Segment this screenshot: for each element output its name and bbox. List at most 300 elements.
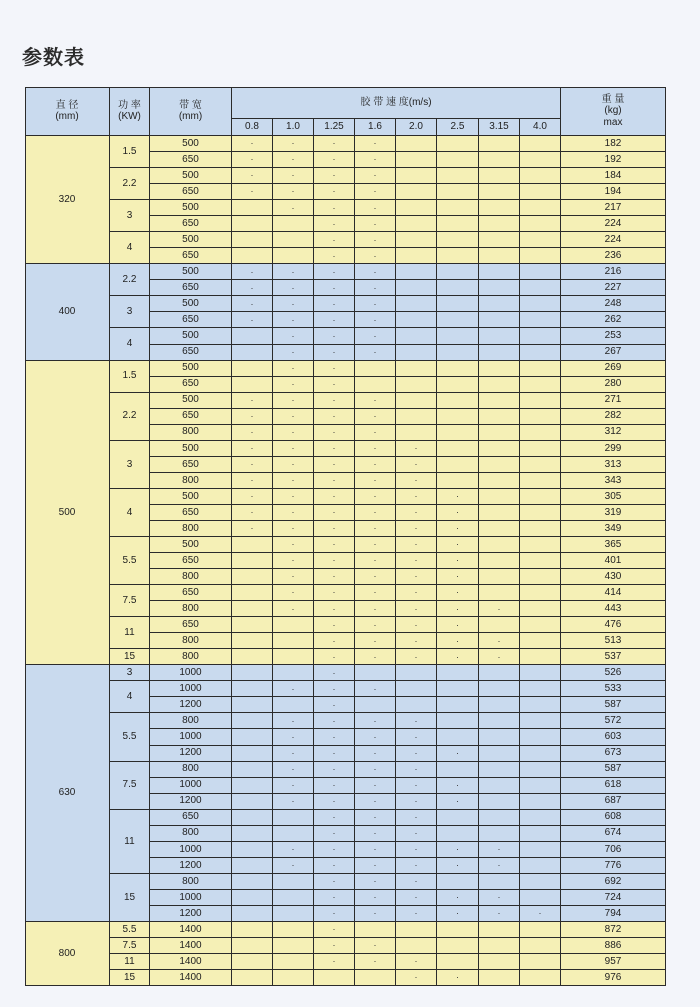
power-cell: 3: [110, 441, 150, 489]
speed-cell: [355, 858, 396, 874]
speed-cell: [273, 746, 314, 762]
speed-cell: [437, 633, 479, 649]
power-cell: 7.5: [110, 585, 150, 617]
speed-cell: [314, 345, 355, 361]
availability-dot: ·: [497, 908, 501, 919]
availability-dot: ·: [332, 747, 336, 758]
speed-cell: [232, 152, 273, 168]
width-cell: 1400: [150, 922, 232, 938]
speed-cell: [355, 954, 396, 970]
speed-cell: [520, 729, 561, 745]
speed-cell: [273, 393, 314, 409]
availability-dot: ·: [456, 972, 459, 983]
availability-dot: ·: [456, 603, 459, 614]
speed-cell: [314, 697, 355, 713]
speed-cell: [396, 649, 437, 665]
speed-cell: [520, 296, 561, 312]
weight-cell: 572: [561, 713, 666, 729]
availability-dot: ·: [250, 298, 254, 309]
weight-cell: 976: [561, 970, 666, 986]
speed-cell: [355, 280, 396, 296]
availability-dot: ·: [291, 763, 295, 774]
speed-cell: [520, 441, 561, 457]
availability-dot: ·: [373, 683, 377, 694]
availability-dot: ·: [414, 475, 418, 486]
speed-cell: [314, 569, 355, 585]
speed-cell: [273, 810, 314, 826]
parameter-table: [25, 87, 666, 986]
availability-dot: ·: [291, 186, 295, 197]
availability-dot: ·: [456, 555, 459, 566]
speed-cell: [314, 858, 355, 874]
width-cell: 500: [150, 168, 232, 184]
speed-cell: [479, 794, 520, 810]
speed-cell: [355, 521, 396, 537]
weight-cell: 776: [561, 858, 666, 874]
speed-cell: [396, 585, 437, 601]
availability-dot: ·: [291, 170, 295, 181]
speed-cell: [396, 665, 437, 681]
availability-dot: ·: [332, 378, 336, 389]
speed-cell: [437, 826, 479, 842]
availability-dot: ·: [291, 523, 295, 534]
speed-cell: [437, 713, 479, 729]
speed-cell: [520, 970, 561, 986]
speed-cell: [232, 778, 273, 794]
speed-header-5: 2.5: [437, 119, 479, 136]
speed-cell: [479, 216, 520, 232]
speed-cell: [355, 585, 396, 601]
speed-cell: [437, 553, 479, 569]
speed-cell: [232, 393, 273, 409]
availability-dot: ·: [332, 731, 336, 742]
availability-dot: ·: [332, 427, 336, 438]
speed-cell: [355, 826, 396, 842]
speed-cell: [355, 489, 396, 505]
header-weight-text: 重 量: [601, 93, 625, 105]
speed-cell: [520, 521, 561, 537]
availability-dot: ·: [414, 860, 418, 871]
header-weight-text: max: [603, 116, 623, 128]
speed-cell: [355, 681, 396, 697]
speed-cell: [273, 361, 314, 377]
availability-dot: ·: [414, 539, 418, 550]
availability-dot: ·: [414, 731, 418, 742]
speed-cell: [273, 248, 314, 264]
availability-dot: ·: [291, 282, 295, 293]
power-cell: 3: [110, 296, 150, 328]
availability-dot: ·: [250, 266, 254, 277]
speed-cell: [520, 280, 561, 296]
availability-dot: ·: [332, 603, 336, 614]
availability-dot: ·: [456, 539, 459, 550]
speed-cell: [314, 393, 355, 409]
speed-cell: [437, 457, 479, 473]
speed-cell: [273, 457, 314, 473]
weight-cell: 262: [561, 312, 666, 328]
width-cell: 800: [150, 473, 232, 489]
speed-cell: [479, 377, 520, 393]
availability-dot: ·: [332, 587, 336, 598]
speed-cell: [437, 216, 479, 232]
speed-cell: [479, 521, 520, 537]
header-diameter-text: (mm): [55, 111, 79, 122]
speed-cell: [273, 842, 314, 858]
speed-cell: [520, 361, 561, 377]
availability-dot: ·: [332, 924, 336, 935]
availability-dot: ·: [456, 860, 459, 871]
availability-dot: ·: [373, 844, 377, 855]
speed-cell: [355, 569, 396, 585]
availability-dot: ·: [373, 330, 377, 341]
speed-cell: [273, 922, 314, 938]
availability-dot: ·: [250, 394, 254, 405]
availability-dot: ·: [456, 491, 459, 502]
speed-cell: [479, 906, 520, 922]
speed-cell: [314, 441, 355, 457]
speed-cell: [314, 585, 355, 601]
width-cell: 1000: [150, 778, 232, 794]
speed-cell: [314, 184, 355, 200]
width-cell: 800: [150, 713, 232, 729]
speed-cell: [314, 665, 355, 681]
speed-cell: [479, 505, 520, 521]
speed-cell: [273, 537, 314, 553]
speed-cell: [273, 521, 314, 537]
availability-dot: ·: [414, 459, 418, 470]
speed-cell: [273, 505, 314, 521]
width-cell: 500: [150, 361, 232, 377]
speed-cell: [396, 312, 437, 328]
availability-dot: ·: [373, 298, 377, 309]
speed-cell: [232, 633, 273, 649]
speed-cell: [396, 681, 437, 697]
speed-cell: [520, 553, 561, 569]
weight-cell: 443: [561, 601, 666, 617]
availability-dot: ·: [332, 619, 336, 630]
availability-dot: ·: [414, 795, 418, 806]
weight-cell: 224: [561, 232, 666, 248]
speed-cell: [232, 601, 273, 617]
width-cell: 1200: [150, 794, 232, 810]
speed-cell: [520, 858, 561, 874]
availability-dot: ·: [373, 651, 377, 662]
availability-dot: ·: [373, 603, 377, 614]
speed-cell: [232, 649, 273, 665]
speed-cell: [273, 280, 314, 296]
speed-header-1: 1.0: [273, 119, 314, 136]
availability-dot: ·: [373, 411, 377, 422]
power-cell: 15: [110, 874, 150, 922]
speed-cell: [396, 200, 437, 216]
speed-cell: [437, 537, 479, 553]
speed-cell: [273, 794, 314, 810]
speed-cell: [437, 649, 479, 665]
speed-cell: [273, 441, 314, 457]
speed-cell: [520, 409, 561, 425]
page-title: 参数表: [22, 45, 85, 69]
speed-cell: [314, 521, 355, 537]
availability-dot: ·: [332, 154, 336, 165]
speed-cell: [396, 345, 437, 361]
speed-cell: [232, 200, 273, 216]
weight-cell: 267: [561, 345, 666, 361]
speed-cell: [437, 312, 479, 328]
availability-dot: ·: [332, 394, 336, 405]
speed-cell: [479, 842, 520, 858]
speed-cell: [396, 569, 437, 585]
speed-cell: [355, 409, 396, 425]
width-cell: 1200: [150, 858, 232, 874]
speed-cell: [479, 874, 520, 890]
availability-dot: ·: [291, 555, 295, 566]
availability-dot: ·: [250, 411, 254, 422]
speed-cell: [273, 713, 314, 729]
availability-dot: ·: [250, 314, 254, 325]
speed-cell: [396, 505, 437, 521]
availability-dot: ·: [332, 956, 336, 967]
speed-cell: [355, 377, 396, 393]
speed-cell: [437, 729, 479, 745]
speed-cell: [396, 762, 437, 778]
speed-cell: [437, 794, 479, 810]
speed-cell: [437, 762, 479, 778]
speed-cell: [437, 665, 479, 681]
availability-dot: ·: [414, 876, 418, 887]
diameter-cell: 400: [25, 264, 110, 360]
header-weight: [561, 87, 666, 136]
speed-cell: [437, 906, 479, 922]
speed-cell: [273, 890, 314, 906]
power-cell: 2.2: [110, 393, 150, 441]
speed-cell: [314, 136, 355, 152]
availability-dot: ·: [373, 892, 377, 903]
availability-dot: ·: [332, 892, 336, 903]
speed-cell: [520, 794, 561, 810]
speed-cell: [232, 729, 273, 745]
speed-cell: [437, 601, 479, 617]
availability-dot: ·: [250, 443, 254, 454]
speed-cell: [396, 938, 437, 954]
availability-dot: ·: [373, 282, 377, 293]
speed-cell: [232, 617, 273, 633]
speed-cell: [396, 729, 437, 745]
speed-cell: [314, 762, 355, 778]
availability-dot: ·: [373, 523, 377, 534]
availability-dot: ·: [414, 715, 418, 726]
speed-cell: [314, 681, 355, 697]
speed-cell: [314, 312, 355, 328]
availability-dot: ·: [414, 747, 418, 758]
speed-cell: [520, 152, 561, 168]
availability-dot: ·: [291, 747, 295, 758]
availability-dot: ·: [332, 635, 336, 646]
speed-cell: [273, 553, 314, 569]
speed-cell: [355, 537, 396, 553]
speed-cell: [355, 441, 396, 457]
speed-cell: [396, 280, 437, 296]
speed-cell: [355, 152, 396, 168]
availability-dot: ·: [373, 507, 377, 518]
speed-cell: [273, 633, 314, 649]
availability-dot: ·: [332, 571, 336, 582]
speed-cell: [273, 328, 314, 344]
availability-dot: ·: [373, 346, 377, 357]
availability-dot: ·: [414, 571, 418, 582]
speed-cell: [314, 633, 355, 649]
speed-cell: [273, 938, 314, 954]
speed-cell: [314, 296, 355, 312]
speed-cell: [479, 858, 520, 874]
availability-dot: ·: [291, 844, 295, 855]
speed-cell: [479, 200, 520, 216]
weight-cell: 269: [561, 361, 666, 377]
width-cell: 1200: [150, 697, 232, 713]
speed-cell: [314, 473, 355, 489]
speed-cell: [232, 264, 273, 280]
speed-cell: [479, 601, 520, 617]
speed-cell: [479, 746, 520, 762]
weight-cell: 430: [561, 569, 666, 585]
speed-cell: [396, 216, 437, 232]
availability-dot: ·: [373, 427, 377, 438]
availability-dot: ·: [332, 779, 336, 790]
speed-cell: [314, 377, 355, 393]
availability-dot: ·: [373, 250, 377, 261]
speed-cell: [396, 377, 437, 393]
speed-cell: [479, 345, 520, 361]
header-width-text: 带 宽: [179, 99, 202, 111]
width-cell: 1000: [150, 729, 232, 745]
availability-dot: ·: [332, 507, 336, 518]
header-power: [110, 87, 150, 136]
speed-cell: [355, 922, 396, 938]
speed-cell: [355, 842, 396, 858]
speed-cell: [479, 280, 520, 296]
speed-cell: [232, 184, 273, 200]
speed-cell: [396, 184, 437, 200]
speed-cell: [273, 681, 314, 697]
speed-cell: [520, 216, 561, 232]
speed-cell: [396, 858, 437, 874]
availability-dot: ·: [291, 715, 295, 726]
availability-dot: ·: [291, 314, 295, 325]
width-cell: 500: [150, 328, 232, 344]
availability-dot: ·: [291, 779, 295, 790]
weight-cell: 674: [561, 826, 666, 842]
speed-cell: [355, 216, 396, 232]
speed-cell: [437, 393, 479, 409]
speed-cell: [273, 617, 314, 633]
availability-dot: ·: [414, 908, 418, 919]
speed-cell: [437, 184, 479, 200]
speed-cell: [273, 858, 314, 874]
speed-cell: [437, 489, 479, 505]
weight-cell: 618: [561, 778, 666, 794]
speed-cell: [232, 681, 273, 697]
availability-dot: ·: [456, 779, 459, 790]
speed-cell: [479, 569, 520, 585]
speed-cell: [355, 938, 396, 954]
speed-cell: [273, 601, 314, 617]
speed-header-0: 0.8: [232, 119, 273, 136]
speed-cell: [355, 697, 396, 713]
speed-header-4: 2.0: [396, 119, 437, 136]
speed-cell: [396, 409, 437, 425]
availability-dot: ·: [332, 491, 336, 502]
speed-cell: [273, 345, 314, 361]
width-cell: 650: [150, 409, 232, 425]
speed-cell: [355, 746, 396, 762]
availability-dot: ·: [291, 683, 295, 694]
availability-dot: ·: [373, 202, 377, 213]
width-cell: 800: [150, 762, 232, 778]
width-cell: 1400: [150, 954, 232, 970]
availability-dot: ·: [456, 747, 459, 758]
speed-cell: [232, 746, 273, 762]
speed-cell: [437, 842, 479, 858]
speed-cell: [273, 409, 314, 425]
speed-cell: [355, 633, 396, 649]
speed-cell: [273, 264, 314, 280]
availability-dot: ·: [291, 459, 295, 470]
speed-cell: [479, 457, 520, 473]
availability-dot: ·: [332, 282, 336, 293]
width-cell: 650: [150, 345, 232, 361]
speed-cell: [479, 296, 520, 312]
speed-cell: [520, 569, 561, 585]
power-cell: 5.5: [110, 922, 150, 938]
width-cell: 650: [150, 505, 232, 521]
availability-dot: ·: [373, 475, 377, 486]
speed-header-7: 4.0: [520, 119, 561, 136]
speed-cell: [396, 697, 437, 713]
speed-cell: [437, 617, 479, 633]
speed-cell: [355, 312, 396, 328]
speed-cell: [355, 729, 396, 745]
availability-dot: ·: [332, 763, 336, 774]
speed-cell: [232, 136, 273, 152]
speed-cell: [437, 922, 479, 938]
availability-dot: ·: [414, 555, 418, 566]
speed-cell: [479, 473, 520, 489]
speed-cell: [520, 842, 561, 858]
speed-cell: [314, 713, 355, 729]
speed-cell: [479, 264, 520, 280]
width-cell: 1400: [150, 970, 232, 986]
speed-cell: [314, 361, 355, 377]
speed-cell: [355, 601, 396, 617]
speed-cell: [355, 473, 396, 489]
weight-cell: 957: [561, 954, 666, 970]
speed-cell: [437, 425, 479, 441]
weight-cell: 886: [561, 938, 666, 954]
width-cell: 800: [150, 633, 232, 649]
diameter-cell: 500: [25, 361, 110, 666]
speed-cell: [520, 136, 561, 152]
availability-dot: ·: [373, 491, 377, 502]
weight-cell: 724: [561, 890, 666, 906]
availability-dot: ·: [291, 427, 295, 438]
speed-cell: [520, 248, 561, 264]
speed-cell: [232, 890, 273, 906]
speed-cell: [396, 810, 437, 826]
availability-dot: ·: [332, 940, 336, 951]
speed-cell: [396, 361, 437, 377]
header-width-text: (mm): [178, 111, 203, 122]
speed-cell: [396, 521, 437, 537]
speed-cell: [520, 922, 561, 938]
